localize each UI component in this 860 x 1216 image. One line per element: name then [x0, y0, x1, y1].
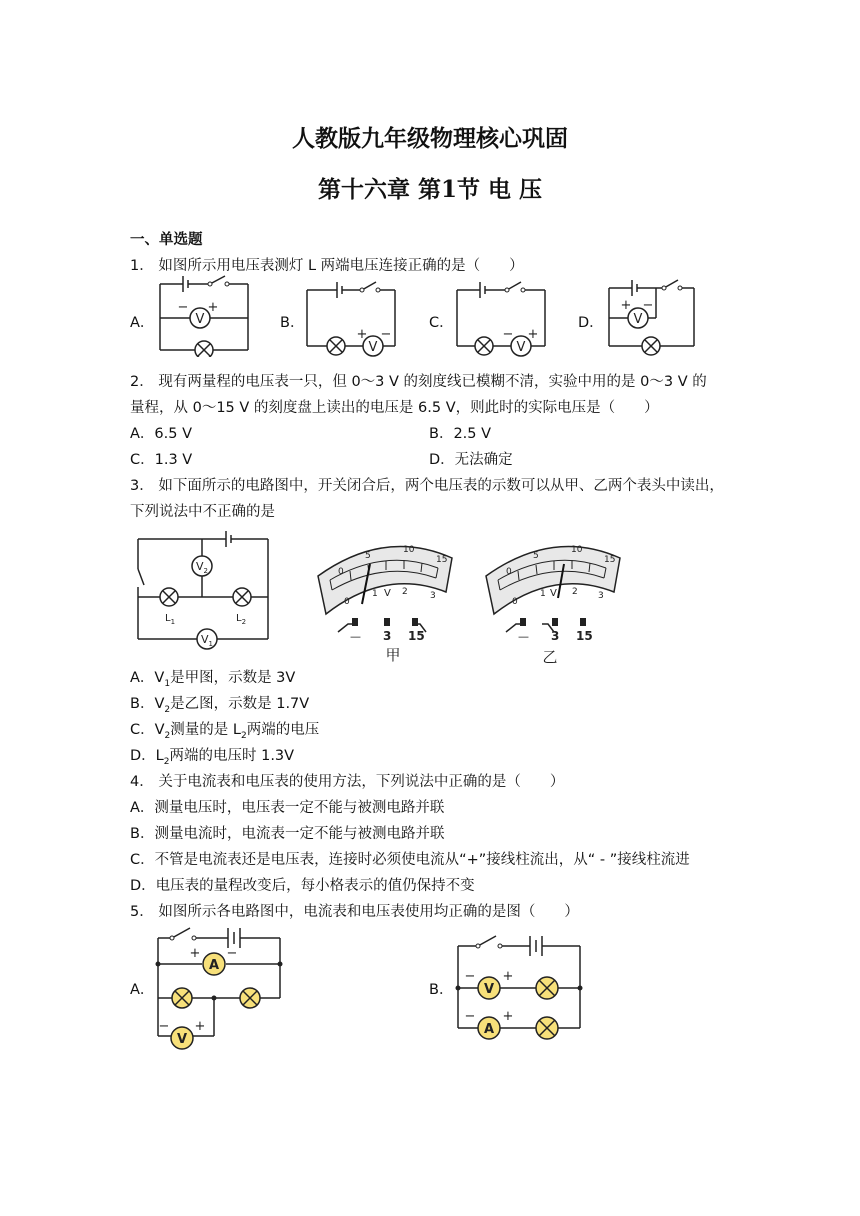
q1-circuit-c: [452, 278, 552, 358]
q1-circuit-d: [604, 272, 704, 357]
svg-text:V: V: [368, 340, 378, 355]
svg-text:−: −: [158, 1019, 170, 1034]
svg-text:2: 2: [402, 587, 408, 597]
svg-text:−: −: [464, 1009, 476, 1024]
q1-circuit-b: [302, 278, 402, 358]
svg-text:15: 15: [604, 555, 616, 565]
svg-text:3: 3: [383, 629, 392, 643]
svg-text:A: A: [483, 1022, 495, 1037]
svg-text:V2: $V_2$: [196, 560, 208, 575]
svg-text:V: V: [516, 340, 526, 355]
svg-text:+: +: [527, 327, 539, 342]
q3-option-c: C．$V_2$测量的是 $L_2$两端的电压: [130, 722, 320, 741]
svg-text:0: 0: [338, 567, 344, 577]
meter-left-label: 甲: [385, 646, 401, 664]
svg-text:—: —: [350, 630, 361, 643]
svg-text:0: 0: [344, 597, 350, 607]
svg-text:−: −: [380, 327, 392, 342]
chapter-subtitle: 第十六章 第1节 电 压: [317, 176, 543, 203]
q5-circuit-b: [450, 928, 590, 1048]
svg-text:1: 1: [372, 589, 378, 599]
svg-text:V: V: [633, 312, 643, 327]
q2-option-a: A．6.5 V: [130, 426, 193, 442]
q4-option-a: A．测量电压时，电压表一定不能与被测电路并联: [130, 800, 445, 816]
q3-stem-line1: 3． 如下面所示的电路图中，开关闭合后，两个电压表的示数可以从甲、乙两个表头中读出，: [130, 478, 724, 494]
svg-text:−: −: [177, 300, 189, 315]
svg-text:2: 2: [572, 587, 578, 597]
q3-option-a: A．$V_1$是甲图，示数是 3V: [130, 670, 296, 689]
svg-text:V1: $V_1$: [201, 633, 213, 648]
q2-stem-line1: 2． 现有两量程的电压表一只，但 0～3 V 的刻度线已模糊不清，实验中用的是 0～3 V 的: [130, 374, 707, 390]
q2-option-d: D．无法确定: [429, 452, 513, 468]
svg-text:+: +: [356, 327, 368, 342]
q5-circuit-a: [150, 918, 290, 1054]
svg-text:3: 3: [551, 629, 560, 643]
svg-text:15: 15: [576, 629, 593, 643]
svg-text:L1: $L_1$: [165, 613, 176, 626]
svg-text:5: 5: [533, 551, 539, 561]
svg-text:−: −: [642, 298, 654, 313]
section-heading: 一、单选题: [130, 232, 203, 248]
q5-option-a-label: A．: [130, 982, 155, 998]
svg-text:10: 10: [571, 545, 583, 555]
svg-text:V: V: [195, 312, 205, 327]
svg-text:A: A: [208, 958, 220, 973]
svg-text:10: 10: [403, 545, 415, 555]
q3-circuit-diagram: [130, 525, 280, 655]
q2-option-b: B．2.5 V: [429, 426, 492, 442]
q2-option-c: C．1.3 V: [130, 452, 193, 468]
svg-text:+: +: [502, 1009, 514, 1024]
q1-option-d-label: D．: [578, 315, 604, 331]
meter-right-label: 乙: [542, 648, 558, 664]
svg-text:+: +: [502, 969, 514, 984]
svg-text:V: V: [483, 982, 495, 997]
svg-text:+: +: [620, 298, 632, 313]
q3-option-d: D．$L_2$两端的电压时 1.3V: [130, 748, 295, 767]
q3-option-b: B．$V_2$是乙图，示数是 1.7V: [130, 696, 310, 715]
q4-option-c: C．不管是电流表还是电压表，连接时必须使电流从“+”接线柱流出，从“ - ”接线柱流进: [130, 852, 690, 868]
q4-option-b: B．测量电流时，电流表一定不能与被测电路并联: [130, 826, 445, 842]
svg-text:5: 5: [365, 551, 371, 561]
svg-text:15: 15: [436, 555, 448, 565]
q1-option-a-label: A．: [130, 315, 155, 331]
svg-text:0: 0: [506, 567, 512, 577]
svg-text:15: 15: [408, 629, 425, 643]
svg-text:−: −: [464, 969, 476, 984]
svg-text:−: −: [226, 946, 238, 961]
svg-text:V: V: [384, 588, 391, 599]
q1-option-c-label: C．: [429, 315, 454, 331]
svg-text:+: +: [207, 300, 219, 315]
svg-text:1: 1: [540, 589, 546, 599]
svg-text:0: 0: [512, 597, 518, 607]
svg-text:−: −: [502, 327, 514, 342]
svg-text:V: V: [176, 1032, 188, 1047]
q1-option-b-label: B．: [280, 315, 305, 331]
svg-text:—: —: [518, 630, 529, 643]
q5-option-b-label: B．: [429, 982, 454, 998]
q3-meter-jia: [310, 528, 460, 664]
q4-stem: 4． 关于电流表和电压表的使用方法，下列说法中正确的是（ ）: [130, 774, 565, 790]
svg-text:+: +: [189, 946, 201, 961]
q1-circuit-a: [155, 272, 255, 357]
q3-stem-line2: 下列说法中不正确的是: [130, 504, 275, 520]
svg-text:3: 3: [430, 591, 436, 601]
q2-stem-line2: 量程，从 0～15 V 的刻度盘上读出的电压是 6.5 V，则此时的实际电压是（ ）: [130, 400, 659, 416]
svg-text:L2: $L_2$: [236, 613, 247, 626]
q3-meter-yi: [478, 528, 628, 664]
svg-text:V: V: [550, 588, 557, 599]
q4-option-d: D．电压表的量程改变后，每小格表示的值仍保持不变: [130, 878, 475, 894]
page-title: 人教版九年级物理核心巩固: [292, 125, 568, 152]
svg-text:+: +: [194, 1019, 206, 1034]
svg-text:3: 3: [598, 591, 604, 601]
q1-stem: 1． 如图所示用电压表测灯 L 两端电压连接正确的是（ ）: [130, 258, 524, 274]
q5-stem: 5． 如图所示各电路图中，电流表和电压表使用均正确的是图（ ）: [130, 904, 579, 920]
